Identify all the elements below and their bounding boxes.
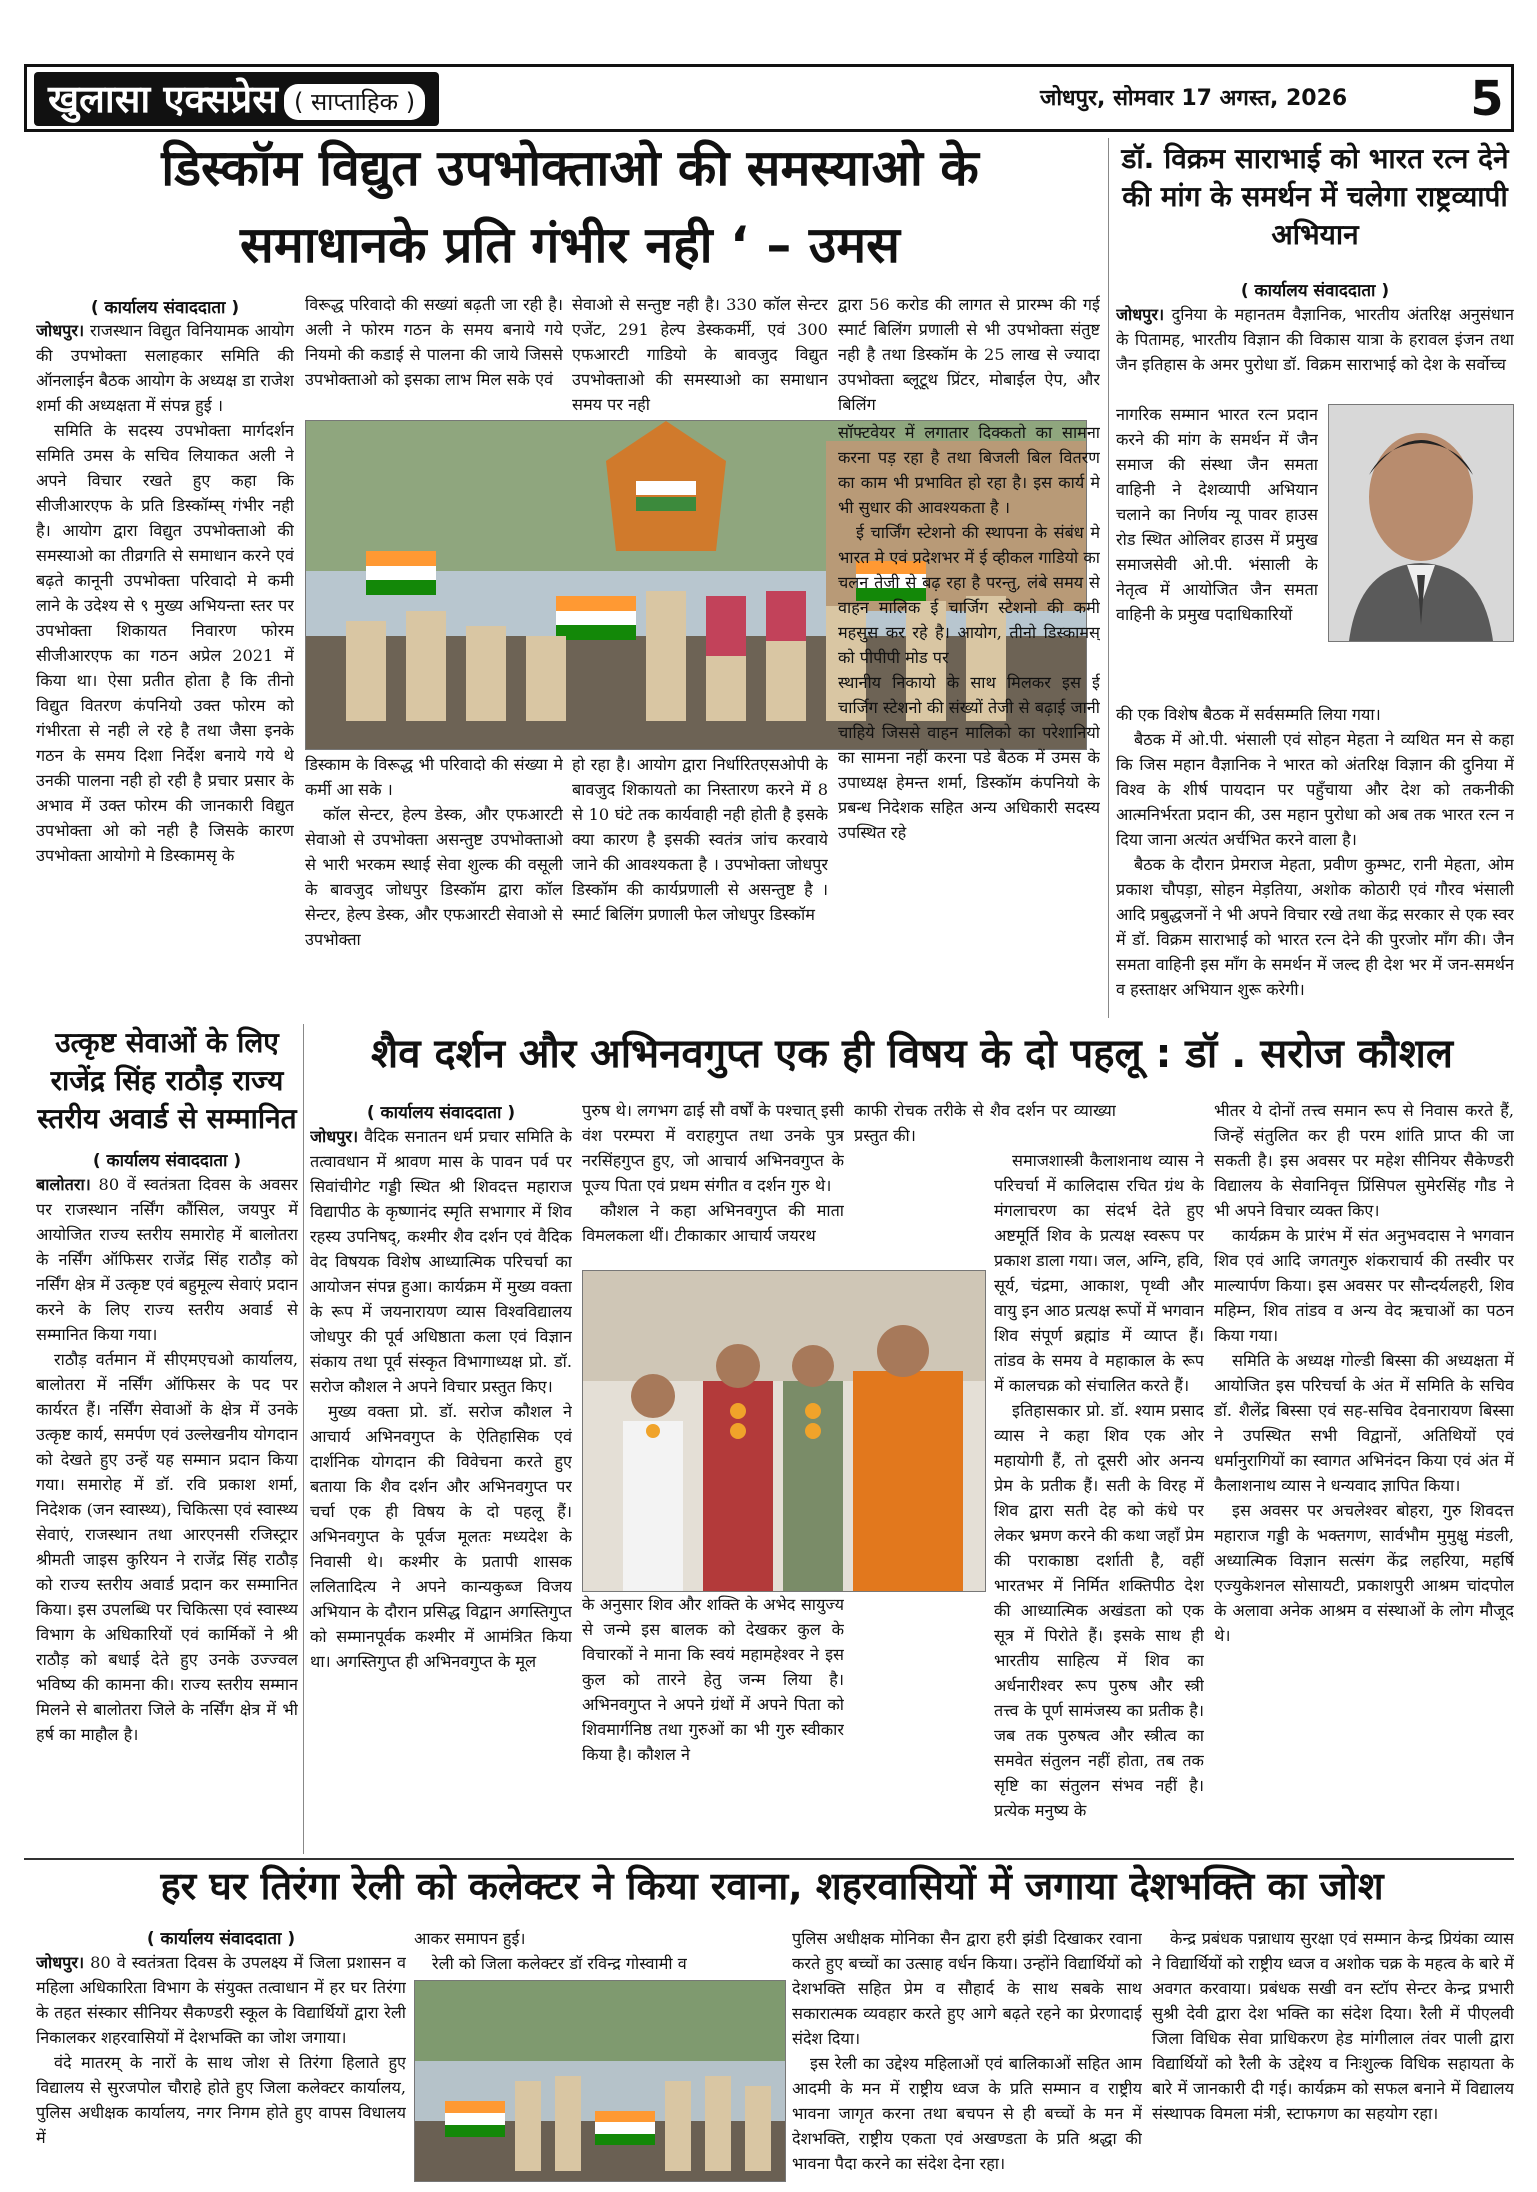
story4-byline: ( कार्यालय संवाददाता ): [366, 1103, 516, 1123]
story1-paragraph: सॉफ्टवेयर में लगातार दिक्कतो का सामना करना पड़ रहा है तथा बिजली बिल वितरण का काम भी प्रभावित हो रहा है। इस कार्य मे भी सुधार की आवश्यकता है ।: [838, 423, 1100, 517]
story1-paragraph: ई चार्जिंग स्टेशनो की स्थापना के संबंध मे भारत मे एवं प्रदेशभर में ई व्हीकल गाडियो का चलन तेजी से बढ़ रहा है परन्तु, लंबे समय से वाहन मालिक ई चार्जिग स्टेशनो की कमी महसुस कर रहे है। आयोग, तीनो डिस्कामस् को पीपीपी मोड पर: [838, 523, 1100, 667]
newspaper-name: खुलासा एक्सप्रेस ( साप्ताहिक ): [34, 72, 439, 126]
story5-paragraph: इस रेली का उद्देश्य महिलाओं एवं बालिकाओं सहित आम आदमी के मन में राष्ट्रीय ध्वज के प्रति सम्मान व राष्ट्रीय भावना जागृत करना तथा बचपन से ही बच्चों के मन में देशभक्ति, राष्ट्रीय एकता एवं अखण्डता के प्रति श्रद्धा की भावना पैदा करने का संदेश देना रहा।: [792, 2054, 1142, 2173]
story1-column-4-top: [838, 292, 1100, 417]
story2-paragraph: बैठक में ओ.पी. भंसाली एवं सोहन मेहता ने व्यथित मन से कहा कि जिस महान वैज्ञानिक ने भारत को अंतरिक्ष विज्ञान की दुनिया में विश्व के शीर्ष पायदान पर पहुँचाया और देश को तकनीकी आत्मनिर्भरता प्रदान की, उस महान पुरोधा को अब तक भारत रत्न न दिया जाना अत्यंत अर्चभित करने वाला है।: [1116, 730, 1514, 849]
story4-paragraph: भीतर ये दोनों तत्त्व समान रूप से निवास करते हैं, जिन्हें संतुलित कर ही परम शांति प्राप्त की जा सकती है। इस अवसर पर महेश सीनियर सैकेण्डरी विद्यालय के सेवानिवृत्त प्रिंसिपल सुमेरसिंह गौड ने भी अपने विचार व्यक्त किए।: [1214, 1101, 1514, 1220]
story4-column-2-top: [582, 1098, 844, 1268]
section-divider: [24, 1858, 1514, 1860]
story1-column-4-bottom: [838, 420, 1100, 1020]
story4-paragraph: इतिहासकार प्रो. डॉ. श्याम प्रसाद व्यास ने कहा शिव एक ओर महायोगी हैं, तो दूसरी ओर अनन्य प्रेम के प्रतीक हैं। सती के विरह में शिव द्वारा सती देह को कंधे पर लेकर भ्रमण करने की कथा जहाँ प्रेम की पराकाष्ठा दर्शाती है, वहीं भारतभर में निर्मित शक्तिपीठ देश की आध्यात्मिक अखंडता को एक सूत्र में पिरोते हैं। इसके साथ ही भारतीय साहित्य में शिव का अर्धनारीश्वर रूप पुरुष और स्त्री तत्त्व के पूर्ण सामंजस्य का प्रतीक है। जब तक पुरुषत्व और स्त्रीत्व का समवेत संतुलन नहीं होता, तब तक सृष्टि का संतुलन संभव नहीं है। प्रत्येक मनुष्य के: [994, 1401, 1204, 1820]
story5-column-2: [414, 1926, 784, 1978]
story2-paragraph: बैठक के दौरान प्रेमराज मेहता, प्रवीण कुम्भट, रानी मेहता, ओम प्रकाश चौपड़ा, सोहन मेड़तिया, अशोक कोठारी एवं गौरव भंसाली आदि प्रबुद्धजनों ने भी अपने विचार रखे तथा केंद्र सरकार से एक स्वर में डॉ. विक्रम साराभाई को भारत रत्न देने की पुरजोर माँग की। जैन समता वाहिनी इस माँग के समर्थन में जल्द ही देश भर में जन-समर्थन व हस्ताक्षर अभियान शुरू करेगी।: [1116, 855, 1514, 999]
story3-headline: उत्कृष्ट सेवाओं के लिए राजेंद्र सिंह राठौड़ राज्य स्तरीय अवार्ड से सम्मानित: [37, 1026, 297, 1135]
story1-dateline: जोधपुर।: [36, 321, 85, 340]
story1-paragraph: कॉल सेन्टर, हेल्प डेस्क, और एफआरटी सेवाओ से उपभोक्ता असन्तुष्ट उपभोक्ताओ से भारी भरकम स्थाई सेवा शुल्क की वसूली के बावजुद जोधपुर डिस्कॉम द्वारा कॉल सेन्टर, हेल्प डेस्क, और एफआरटी सेवाओ से उपभोक्ता: [305, 805, 563, 949]
story2-byline: ( कार्यालय संवाददाता ): [1240, 281, 1390, 301]
garlanded-dignitaries-photo: [582, 1270, 986, 1592]
story2-dateline: जोधपुर।: [1116, 305, 1165, 324]
story3-byline: ( कार्यालय संवाददाता ): [92, 1151, 242, 1171]
story1-paragraph: हो रहा है। आयोग द्वारा निर्धारितएसओपी के बावजुद शिकायतो का निस्तारण करने में 8 से 10 घंटे तक कार्यवाही नही होती है इसके क्या कारण है इसकी स्वतंत्र जांच करवाये जाने की आवश्यकता है । उपभोक्ता जोधपुर डिस्कॉम की कार्यप्रणाली से असन्तुष्ट है । स्मार्ट बिलिंग प्रणाली फेल जोधपुर डिस्कॉम: [572, 755, 828, 924]
story5-paragraph: आकर समापन हुई।: [414, 1929, 526, 1948]
story1-column-3-top: [572, 292, 828, 417]
story5-dateline: जोधपुर।: [36, 1953, 85, 1972]
story1-byline: ( कार्यालय संवाददाता ): [90, 298, 240, 318]
story4-paragraph: इस अवसर पर अचलेश्वर बोहरा, गुरु शिवदत्त महाराज गड्डी के भक्तगण, सार्वभौम मुमुक्षु मंडली, अध्यात्मिक विज्ञान सत्संग केंद्र लहरिया, महर्षि एज्युकेशनल सोसायटी, प्रकाशपुरी आश्रम चांदपोल के अलावा अनेक आश्रम व संस्थाओं के लोग मौजूद थे।: [1214, 1501, 1514, 1645]
story1-paragraph: डिस्काम के विरूद्ध भी परिवादो की संख्या मे कर्मी आ सके ।: [305, 755, 563, 799]
story3-paragraph: राठौड़ वर्तमान में सीएमएचओ कार्यालय, बालोतरा में नर्सिंग ऑफिसर के पद पर कार्यरत हैं। नर्सिंग सेवाओं के क्षेत्र में उनके उत्कृष्ट कार्य, समर्पण एवं उल्लेखनीय योगदान को देखते हुए उन्हें यह सम्मान प्रदान किया गया। समारोह में डॉ. रवि प्रकाश शर्मा, निदेशक (जन स्वास्थ्य), चिकित्सा एवं स्वास्थ्य सेवाएं, राजस्थान तथा आरएनसी रजिस्ट्रार श्रीमती जाइस कुरियन ने राजेंद्र सिंह राठौड़ को राज्य स्तरीय अवार्ड प्रदान कर सम्मानित किया। इस उपलब्धि पर चिकित्सा एवं स्वास्थ्य विभाग के अधिकारियों एवं कार्मिकों ने श्री राठौड़ को बधाई देते हुए उनके उज्ज्वल भविष्य की कामना की। राज्य स्तरीय सम्मान मिलने से बालोतरा जिले के नर्सिंग क्षेत्र में भी हर्ष का माहौल है।: [36, 1350, 298, 1744]
story2-headline: डॉ. विक्रम साराभाई को भारत रत्न देने की मांग के समर्थन में चलेगा राष्ट्रव्यापी अभियान: [1121, 142, 1509, 251]
story4-paragraph: कार्यक्रम के प्रारंभ में संत अनुभवदास ने भगवान शिव एवं आदि जगतगुरु शंकराचार्य की तस्वीर पर माल्यार्पण किया। इस अवसर पर सौन्दर्यलहरी, शिव महिम्न, शिव तांडव व अन्य वेद ऋचाओं का पठन किया गया।: [1214, 1226, 1514, 1345]
story4-paragraph: समिति के अध्यक्ष गोल्डी बिस्सा की अध्यक्षता में आयोजित इस परिचर्चा के अंत में समिति के सचिव डॉ. शैलेंद्र बिस्सा एवं सह-सचिव देवनारायण बिस्सा ने उपस्थित सभी विद्वानों, अतिथियों एवं धर्मानुरागियों का स्वागत अभिनंदन किया एवं अंत में कैलाशनाथ व्यास ने धन्यवाद ज्ञापित किया।: [1214, 1351, 1514, 1495]
vikram-sarabhai-portrait: [1328, 404, 1514, 642]
issue-date: जोधपुर, सोमवार 17 अगस्त, 2026: [1040, 86, 1348, 111]
story4-paragraph: पुरुष थे। लगभग ढाई सौ वर्षों के पश्चात् इसी वंश परम्परा में वराहगुप्त तथा उनके पुत्र नरसिंहगुप्त हुए, जो आचार्य अभिनवगुप्त के पूज्य पिता एवं प्रथम संगीत व दर्शन गुरु थे।: [582, 1101, 844, 1195]
story1-paragraph: समिति के सदस्य उपभोक्ता मार्गदर्शन समिति उमस के सचिव लियाकत अली ने अपने विचार रखते हुए कहा कि सीजीआरएफ के प्रति डिस्कॉम्स् गंभीर नही है। आयोग द्वारा विद्युत उपभोक्ताओ की समस्याओ का तीव्रगति से समाधान करने एवं बढ़ते कानूनी उपभोक्ता परिवादो मे कमी लाने के उदेश्य से ९ मुख्य अभियन्ता स्तर पर उपभोक्ता शिकायत निवारण फोरम सीजीआरएफ का गठन अप्रेल 2021 में किया था। ऐसा प्रतीत होता है कि तीनो विद्युत वितरण कंपनियो उक्त फोरम को गंभीरता से नही ले रहे है तथा जैसा इनके गठन के समय दिशा निर्देश बनाये गये थे उनकी पालना नही हो रही है प्रचार प्रसार के अभाव में उक्त फोरम की जानकारी विद्युत उपभोक्ता ओ को नही है जिसके कारण उपभोक्ता आयोगो मे डिस्कामसृ के: [36, 421, 294, 865]
story4-paragraph: वैदिक सनातन धर्म प्रचार समिति के तत्वावधान में श्रावण मास के पावन पर्व पर सिवांचीगेट गड्डी स्थित श्री शिवदत्त महाराज विद्यापीठ के कृष्णानंद स्मृति सभागार में शिव रहस्य उपनिषद्, कश्मीर शैव दर्शन एवं वैदिक वेद विषयक विशेष आध्यात्मिक परिचर्चा का आयोजन संपन्न हुआ। कार्यक्रम में मुख्य वक्ता के रूप में जयनारायण व्यास विश्वविद्यालय जोधपुर की पूर्व अधिष्ठाता कला एवं विज्ञान संकाय तथा पूर्व संस्कृत विभागाध्यक्ष प्रो. डॉ. सरोज कौशल ने अपने विचार प्रस्तुत किए।: [310, 1127, 572, 1396]
story1-column-2-top: [305, 292, 563, 417]
story2-intro: [1116, 302, 1514, 402]
story1-headline-line2: समाधानके प्रति गंभीर नही ‘ – उमस: [240, 216, 900, 274]
story1-paragraph: राजस्थान विद्युत विनियामक आयोग की उपभोक्ता सलाहकार समिति की ऑनलाईन बैठक आयोग के अध्यक्ष डा राजेश शर्मा की अध्यक्षता में संपन्न हुई ।: [36, 321, 294, 415]
story4-headline: शैव दर्शन और अभिनवगुप्त एक ही विषय के दो पहलू : डॉ . सरोज कौशल: [371, 1031, 1453, 1077]
story5-column-4: [1152, 1926, 1514, 2186]
story3-dateline: बालोतरा।: [36, 1175, 91, 1194]
edition-tag: ( साप्ताहिक ): [284, 84, 425, 120]
story2-side-column: [1116, 402, 1318, 702]
story4-paragraph: मुख्य वक्ता प्रो. डॉ. सरोज कौशल ने आचार्य अभिनवगुप्त के ऐतिहासिक एवं दार्शनिक योगदान की विवेचना करते हुए बताया कि शैव दर्शन और अभिनवगुप्त पर चर्चा एक ही विषय के दो पहलू हैं। अभिनवगुप्त के पूर्वज मूलतः मध्यदेश के निवासी थे। कश्मीर के प्रतापी शासक ललितादित्य ने अपने कान्यकुब्ज विजय अभियान के दौरान प्रसिद्ध विद्वान अगस्तिगुप्त को सम्मानपूर्वक कश्मीर में आमंत्रित किया था। अगस्तिगुप्त ही अभिनवगुप्त के मूल: [310, 1402, 572, 1671]
story3-body: [36, 1172, 298, 1852]
story3-paragraph: 80 वें स्वतंत्रता दिवस के अवसर पर राजस्थान नर्सिंग कौंसिल, जयपुर में आयोजित राज्य स्तरीय समारोह में बालोतरा के नर्सिंग ऑफिसर राजेंद्र सिंह राठौड़ को नर्सिंग क्षेत्र में उत्कृष्ट एवं बहुमूल्य सेवाएं प्रदान करने के लिए राज्य स्तरीय अवार्ड से सम्मानित किया गया।: [36, 1175, 298, 1344]
tiranga-rally-photo: [414, 1980, 786, 2182]
story5-paragraph: रेली को जिला कलेक्टर डॉ रविन्द्र गोस्वामी व: [432, 1954, 687, 1973]
story1-paragraph: स्थानीय निकायो के साथ मिलकर इस ई चार्जिग स्टेशनो की संख्यों तेजी से बढ़ाई जानी चाहिये जिससे वाहन मालिको का परेशानियो का सामना नहीं करना पडे बैठक में उमस के उपाध्यक्ष हेमन्त शर्मा, डिस्कॉम कंपनियो के प्रबन्ध निदेशक सहित अन्य अधिकारी सदस्य उपस्थित रहे: [838, 673, 1100, 842]
story5-column-3: [792, 1926, 1142, 2186]
story1-paragraph: सेवाओ से सन्तुष्ट नही है। 330 कॉल सेन्टर एजेंट, 291 हेल्प डेस्ककर्मी, एवं 300 एफआरटी गाडियो के बावजुद विद्युत उपभोक्ताओ की समस्याओ का समाधान समय पर नही: [572, 295, 828, 414]
column-divider: [303, 1024, 304, 1854]
story4-column-3-top: [854, 1098, 1116, 1148]
story5-headline: हर घर तिरंगा रेली को कलेक्टर ने किया रवाना, शहरवासियों में जगाया देशभक्ति का जोश: [160, 1864, 1384, 1908]
story4-paragraph: कौशल ने कहा अभिनवगुप्त की माता विमलकला थीं। टीकाकार आचार्य जयरथ: [582, 1201, 844, 1245]
story1-column-1: [36, 318, 294, 1018]
story5-paragraph: पुलिस अधीक्षक मोनिका सैन द्वारा हरी झंडी दिखाकर रवाना करते हुए बच्चों का उत्साह वर्धन किया। उन्होंने विद्यार्थियों को देशभक्ति सहित प्रेम व सौहार्द के साथ सबके साथ सकारात्मक व्यवहार करते हुए आगे बढ़ते रहने का प्रेरणादाई संदेश दिया।: [792, 1929, 1142, 2048]
story1-column-2-bottom: [305, 752, 563, 1022]
story1-paragraph: विरूद्ध परिवादो की सख्यां बढ़ती जा रही है। अली ने फोरम गठन के समय बनाये गये नियमो की कडाई से पालना की जाये जिससे उपभोक्ताओ को इसका लाभ मिल सके एवं: [305, 295, 563, 389]
story1-headline-line1: डिस्कॉम विद्युत उपभोक्ताओ की समस्याओ के: [161, 139, 979, 197]
story4-paragraph: के अनुसार शिव और शक्ति के अभेद सायुज्य से जन्मे इस बालक को देखकर कुल के विचारकों ने माना कि स्वयं महामहेश्वर ने इस कुल को तारने हेतु जन्म लिया है। अभिनवगुप्त ने अपने ग्रंथों में अपने पिता को शिवमार्गनिष्ठ तथा गुरुओं का भी गुरु स्वीकार किया है। कौशल ने: [582, 1595, 844, 1764]
page-number: 5: [1470, 71, 1504, 127]
story2-paragraph: नागरिक सम्मान भारत रत्न प्रदान करने की मांग के समर्थन में जैन समाज की संस्था जैन समता वाहिनी ने देशव्यापी अभियान चलाने का निर्णय न्यू पावर हाउस रोड स्थित ओलिवर हाउस में प्रमुख समाजसेवी ओ.पी. भंसाली के नेतृत्व में आयोजित जैन समता वाहिनी के प्रमुख पदाधिकारियों: [1116, 405, 1318, 624]
story4-paragraph: काफी रोचक तरीके से शैव दर्शन पर व्याख्या प्रस्तुत की।: [854, 1101, 1116, 1145]
column-divider: [1108, 138, 1109, 1018]
story5-paragraph: वंदे मातरम् के नारों के साथ जोश से तिरंगा हिलाते हुए विद्यालय से सुरजपोल चौराहे होते हुए जिला कलेक्टर कार्यालय, पुलिस अधीक्षक कार्यालय, नगर निगम होते हुए वापस विधालय में: [36, 2053, 406, 2147]
story2-body: [1116, 702, 1514, 1032]
story4-paragraph: समाजशास्त्री कैलाशनाथ व्यास ने परिचर्चा में कालिदास रचित ग्रंथ के मंगलाचरण का संदर्भ देते हुए अष्टमूर्ति शिव के प्रत्यक्ष स्वरूप पर प्रकाश डाला गया। जल, अग्नि, हवि, सूर्य, चंद्रमा, आकाश, पृथ्वी और वायु इन आठ प्रत्यक्ष रूपों में भगवान शिव संपूर्ण ब्रह्मांड में व्याप्त हैं। तांडव के समय वे महाकाल के रूप में कालचक्र को संचालित करते हैं।: [994, 1151, 1204, 1395]
story4-column-1: [310, 1124, 572, 1854]
story4-column-3: [994, 1148, 1204, 1854]
story5-column-1: [36, 1950, 406, 2186]
story1-paragraph: द्वारा 56 करोड की लागत से प्रारम्भ की गई स्मार्ट बिलिंग प्रणाली से भी उपभोक्ता संतुष्ट नही है तथा डिस्कॉम के 25 लाख से ज्यादा उपभोक्ता ब्लूटूथ प्रिंटर, मोबाईल ऐप, और बिलिंग: [838, 295, 1100, 414]
story2-paragraph: दुनिया के महानतम वैज्ञानिक, भारतीय अंतरिक्ष अनुसंधान के पितामह, भारतीय विज्ञान की विकास यात्रा के हरावल इंजन तथा जैन इतिहास के अमर पुरोधा डॉ. विक्रम साराभाई को देश के सर्वोच्च: [1116, 305, 1514, 374]
story2-paragraph: की एक विशेष बैठक में सर्वसम्मति लिया गया।: [1116, 705, 1381, 724]
story4-column-2-bottom: [582, 1592, 844, 1854]
story4-dateline: जोधपुर।: [310, 1127, 359, 1146]
story1-column-3-bottom: [572, 752, 828, 1022]
story4-column-4: [1214, 1098, 1514, 1854]
story5-paragraph: केन्द्र प्रबंधक पन्नाधाय सुरक्षा एवं सम्मान केन्द्र प्रियंका व्यास ने विद्यार्थियों को राष्ट्रीय ध्वज व अशोक चक्र के महत्व के बारे में अवगत करवाया। प्रबंधक सखी वन स्टॉप सेन्टर केन्द्र प्रभारी सुश्री देवी द्वारा देश भक्ति का संदेश दिया। रैली में पीएलवी जिला विधिक सेवा प्राधिकरण हेड मांगीलाल तंवर पाली द्वारा विद्यार्थियों को रैली के उद्देश्य व निःशुल्क विधिक सहायता के बारे में जानकारी दी गई। कार्यक्रम को सफल बनाने में विद्यालय संस्थापक विमला मंत्री, स्टाफगण का सहयोग रहा।: [1152, 1929, 1514, 2123]
story5-byline: ( कार्यालय संवाददाता ): [146, 1929, 296, 1949]
story5-paragraph: 80 वे स्वतंत्रता दिवस के उपलक्ष्य में जिला प्रशासन व महिला अधिकारिता विभाग के संयुक्त तत्वाधान में हर घर तिरंगा के तहत संस्कार सीनियर सैकण्डरी स्कूल के विद्यार्थियों द्वारा रेली निकालकर शहरवासियों में देशभक्ति का जोश जगाया।: [36, 1953, 406, 2047]
